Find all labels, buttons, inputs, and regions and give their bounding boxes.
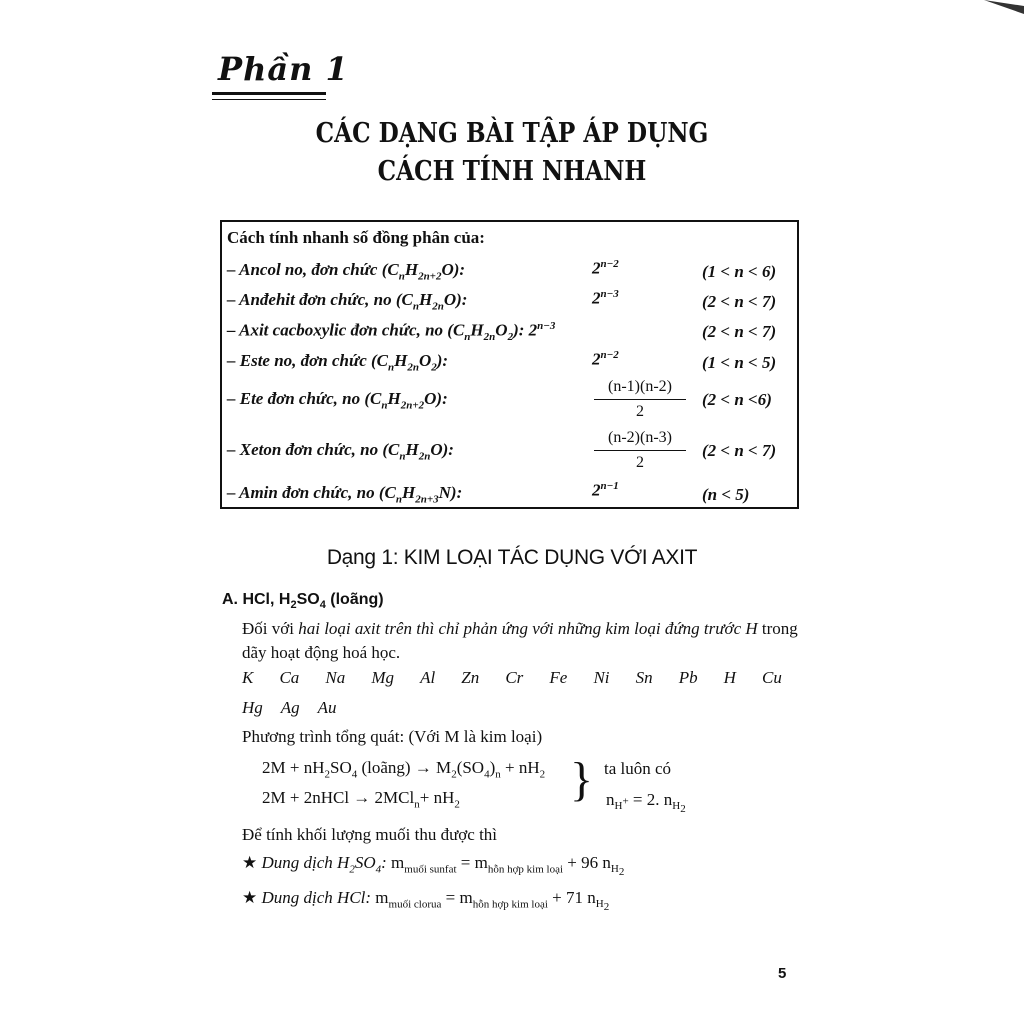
para-italic-2: trước H (703, 619, 758, 638)
element: Hg (242, 698, 263, 717)
equation-2: 2M + 2nHCl → $2MCl_n+ nH_2$ (262, 788, 460, 811)
activity-series-row1 (242, 668, 782, 688)
xeton-numerator: (n-2)(n-3) (608, 429, 672, 446)
element: Ni (593, 668, 610, 687)
row-ancol-formula: $2^{n-2}$ (592, 258, 619, 278)
star-icon: ★ (242, 853, 258, 872)
xeton-denominator: 2 (636, 454, 644, 471)
para-suffix: trong dãy hoạt động hoá học. (242, 619, 798, 662)
section-title: Dạng 1: KIM LOẠI TÁC DỤNG VỚI AXIT (326, 546, 698, 569)
fraction-bar (594, 450, 686, 451)
row-amin-label: – Amin đơn chức, no $(C_nH_{2n+3}N)$: (227, 483, 463, 506)
bullet-chloride: ★ Dung dịch HCl: $m_{muối clorua} = m_{hỗn hợp kim loại} + 71$ $n_{H_2}$ (242, 888, 610, 914)
row-axit-range: (2 < n < 7) (702, 322, 777, 341)
row-este-formula: $2^{n-2}$ (592, 349, 619, 369)
page-title-line2: CÁCH TÍNH NHANH (377, 156, 647, 187)
part-rule (212, 92, 326, 95)
element: Al (420, 668, 436, 687)
box-heading: Cách tính nhanh số đồng phân của: (227, 228, 485, 247)
row-ete-label: – Ete đơn chức, no $(C_nH_{2n+2}O)$: (227, 389, 448, 412)
brace-symbol: } (570, 753, 594, 806)
star-icon: ★ (242, 888, 258, 907)
subsection-heading: A. HCl, $H_2SO_4$ (loãng) (222, 591, 384, 612)
element: Pb (678, 668, 698, 687)
page-number: 5 (778, 965, 787, 982)
row-este-label: – Este no, đơn chức $(C_nH_{2n}O_2)$: (227, 351, 449, 374)
row-ancol-label: – Ancol no, đơn chức $(C_nH_{2n+2}O)$: (227, 260, 466, 283)
row-ete-formula (594, 378, 686, 421)
hydrogen-relation: $n_{H^+} = 2$. $n_{H_2}$ (606, 790, 686, 816)
element: Fe (549, 668, 568, 687)
bullet-sulfate: ★ Dung dịch $H_2SO_4$: $m_{muối sunfat} = m_{hỗn hợp kim loại} + 96$ $n_{H_2}$ (242, 853, 625, 879)
row-axit-label: – Axit cacboxylic đơn chức, no $(C_nH_{2n}O_2)$: $2^{n-3}$ (227, 320, 556, 344)
para-prefix: Đối với (242, 619, 294, 638)
page-title-line1: CÁC DẠNG BÀI TẬP ÁP DỤNG (315, 118, 709, 149)
row-amin-range: (n < 5) (702, 485, 750, 504)
element: Ca (279, 668, 300, 687)
element: Cr (505, 668, 524, 687)
element: Ag (280, 698, 300, 717)
row-amin-formula: $2^{n-1}$ (592, 480, 619, 500)
element: Mg (371, 668, 394, 687)
row-andehit-label: – Anđehit đơn chức, no $(C_nH_{2n}O)$: (227, 290, 468, 313)
ete-denominator: 2 (636, 403, 644, 420)
mass-intro: Để tính khối lượng muối thu được thì (242, 825, 498, 844)
always-have-text: ta luôn có (604, 759, 672, 778)
element: Na (325, 668, 346, 687)
general-equation-label: Phương trình tổng quát: (Với M là kim loại) (242, 727, 543, 746)
element: Au (317, 698, 337, 717)
element: Cu (762, 668, 782, 687)
row-ancol-range: (1 < n < 6) (702, 262, 777, 281)
element: Zn (461, 668, 480, 687)
element: H (723, 668, 736, 687)
row-xeton-label: – Xeton đơn chức, no $(C_nH_{2n}O)$: (227, 440, 454, 463)
part-label: Phần 1 (218, 50, 349, 88)
para-italic-1: hai loại axit trên thì chỉ phản ứng với những kim loại đứng (298, 619, 700, 638)
fraction-bar (594, 399, 686, 400)
activity-series-row2 (242, 698, 362, 718)
row-este-range: (1 < n < 5) (702, 353, 777, 372)
ete-numerator: (n-1)(n-2) (608, 378, 672, 395)
element: Sn (635, 668, 653, 687)
part-rule-thin (212, 99, 326, 100)
row-andehit-formula: $2^{n-3}$ (592, 288, 619, 308)
row-xeton-range: (2 < n < 7) (702, 441, 777, 460)
intro-paragraph (242, 617, 802, 665)
equation-1: $2M + nH_2SO_4$ (loãng) → $M_2(SO_4)_n + nH_2$ (262, 758, 546, 781)
row-ete-range: (2 < n <6) (702, 390, 772, 409)
row-andehit-range: (2 < n < 7) (702, 292, 777, 311)
element: K (242, 668, 254, 687)
corner-mark (984, 0, 1024, 14)
row-xeton-formula (594, 429, 686, 472)
